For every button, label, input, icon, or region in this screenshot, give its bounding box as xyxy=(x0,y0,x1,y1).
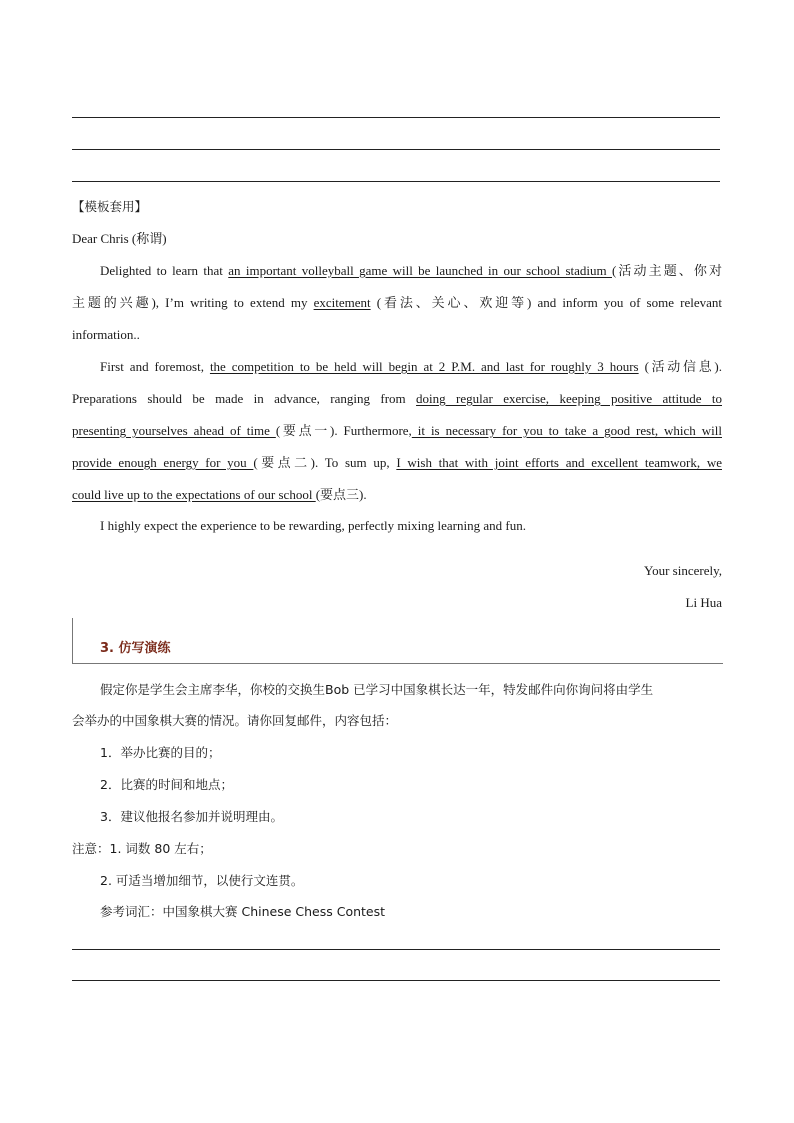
task-intro-line-1: 假定你是学生会主席李华，你校的交换生Bob 已学习中国象棋长达一年，特发邮件向你询问将由学生 xyxy=(100,682,654,697)
section-3-title: 3. 仿写演练 xyxy=(100,641,171,656)
answer-line xyxy=(72,149,720,150)
paragraph-2-line-4: provide enough energy for you (要点二). To sum up, I wish that with joint efforts and excellent teamwork, we xyxy=(72,455,722,470)
paragraph-2-line-5: could live up to the expectations of our school (要点三). xyxy=(72,487,367,502)
answer-line xyxy=(72,949,720,950)
task-item-2: 2．比赛的时间和地点； xyxy=(100,777,233,792)
vocabulary-hint: 参考词汇：中国象棋大赛 Chinese Chess Contest xyxy=(100,904,386,919)
task-item-1: 1．举办比赛的目的； xyxy=(100,745,221,760)
paragraph-2-line-1: First and foremost, the competition to be held will begin at 2 P.M. and last for roughly 3 hours (活动信息). xyxy=(100,359,722,374)
paragraph-2-line-3: presenting yourselves ahead of time (要点一). Furthermore, it is necessary for you to take a good rest, which will xyxy=(72,423,722,438)
salutation: Dear Chris (称谓) xyxy=(72,231,167,246)
paragraph-3: I highly expect the experience to be rewarding, perfectly mixing learning and fun. xyxy=(100,518,526,533)
closing: Your sincerely, xyxy=(644,563,722,578)
answer-line xyxy=(72,980,720,981)
note-1: 注意：1. 词数 80 左右； xyxy=(72,841,212,856)
task-item-3: 3．建议他报名参加并说明理由。 xyxy=(100,809,283,824)
answer-line xyxy=(72,181,720,182)
task-intro-line-2: 会举办的中国象棋大赛的情况。请你回复邮件，内容包括： xyxy=(72,713,398,728)
section-3-header xyxy=(72,618,723,664)
signature: Li Hua xyxy=(685,595,722,610)
answer-line xyxy=(72,117,720,118)
paragraph-2-line-2: Preparations should be made in advance, ranging from doing regular exercise, keeping positive attitude to xyxy=(72,391,722,406)
paragraph-1-line-2: 主题的兴趣), I’m writing to extend my excitement (看法、关心、欢迎等) and inform you of some relevant xyxy=(72,295,722,310)
paragraph-1-line-3: information.. xyxy=(72,327,140,342)
note-2: 2. 可适当增加细节，以使行文连贯。 xyxy=(100,873,304,888)
paragraph-1-line-1: Delighted to learn that an important volleyball game will be launched in our school stadium (活动主题、你对 xyxy=(100,263,722,278)
template-heading: 【模板套用】 xyxy=(72,199,148,214)
